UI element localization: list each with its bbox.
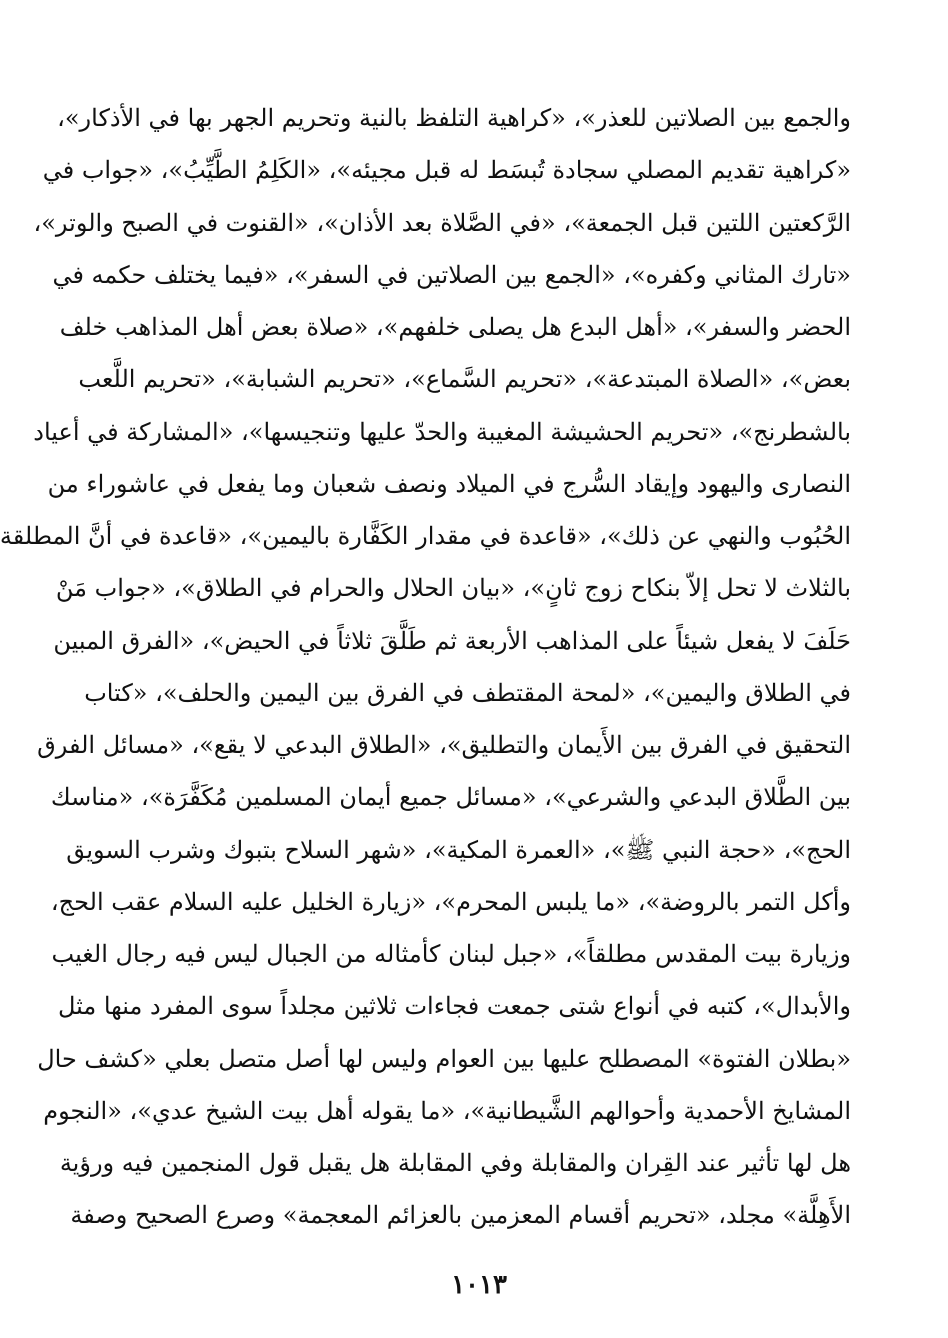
text-line: وزيارة بيت المقدس مطلقاً»، «جبل لبنان كأمثاله من الجبال ليس فيه رجال الغيب xyxy=(51,940,851,968)
page-number: ١٠١٣ xyxy=(451,1270,507,1300)
body-text xyxy=(0,95,851,1245)
text-line: الحج»، «حجة النبي ﷺ»، «العمرة المكية»، «شهر السلاح بتبوك وشرب السويق xyxy=(66,835,851,864)
text-line: «بطلان الفتوة» المصطلح عليها بين العوام وليس لها أصل متصل بعلي «كشف حال xyxy=(37,1044,851,1073)
text-line: المشايخ الأحمدية وأحوالهم الشَّيطانية»، «ما يقوله أهل بيت الشيخ عدي»، «النجوم xyxy=(43,1096,851,1125)
text-line: والجمع بين الصلاتين للعذر»، «كراهية التلفظ بالنية وتحريم الجهر بها في الأذكار»، xyxy=(57,104,851,132)
text-line: بالشطرنج»، «تحريم الحشيشة المغيبة والحدّ عليها وتنجيسها»، «المشاركة في أعياد xyxy=(33,417,851,446)
text-line: التحقيق في الفرق بين الأَيمان والتطليق»، «الطلاق البدعي لا يقع»، «مسائل الفرق xyxy=(37,731,851,759)
text-line: النصارى واليهود وإيقاد السُّرج في الميلاد ونصف شعبان وما يفعل في عاشوراء من xyxy=(47,469,851,498)
text-line: حَلَفَ لا يفعل شيئاً على المذاهب الأربعة ثم طَلَّقَ ثلاثاً في الحيض»، «الفرق المبين xyxy=(53,626,851,655)
text-line: «كراهية تقديم المصلي سجادة تُبسَط له قبل مجيئه»، «الكَلِمُ الطَّيِّبُ»، «جواب في xyxy=(42,156,851,185)
text-line: بالثلاث لا تحل إلاّ بنكاح زوج ثانٍ»، «بيان الحلال والحرام في الطلاق»، «جواب مَنْ xyxy=(55,574,851,603)
text-line: الأَهِلَّة» مجلد، «تحريم أقسام المعزمين بالعزائم المعجمة» وصرع الصحيح وصفة xyxy=(70,1201,851,1230)
text-line: الحضر والسفر»، «أهل البدع هل يصلى خلفهم»، «صلاة بعض أهل المذاهب خلف xyxy=(59,313,851,341)
text-line: الحُبُوب والنهي عن ذلك»، «قاعدة في مقدار الكَفَّارة باليمين»، «قاعدة في أنَّ المطلقة xyxy=(0,522,851,550)
text-line: بعض»، «الصلاة المبتدعة»، «تحريم السَّماع»، «تحريم الشبابة»، «تحريم اللَّعب xyxy=(78,365,851,394)
text-line: والأبدال»، كتبه في أنواع شتى جمعت فجاءات ثلاثين مجلداً سوى المفرد منها مثل xyxy=(57,992,851,1021)
text-line: الرَّكعتين اللتين قبل الجمعة»، «في الصَّلاة بعد الأذان»، «القنوت في الصبح والوتر»، xyxy=(33,208,851,237)
text-line: «تارك المثاني وكفره»، «الجمع بين الصلاتين في السفر»، «فيما يختلف حكمه في xyxy=(52,260,851,289)
text-line: وأكل التمر بالروضة»، «ما يلبس المحرم»، «زيارة الخليل عليه السلام عقب الحج، xyxy=(50,887,851,916)
text-line: في الطلاق واليمين»، «لمحة المقتطف في الفرق بين اليمين والحلف»، «كتاب xyxy=(84,678,851,707)
text-line: بين الطَّلاق البدعي والشرعي»، «مسائل جميع أيمان المسلمين مُكَفَّرَة»، «مناسك xyxy=(50,783,851,812)
text-line: هل لها تأثير عند القِران والمقابلة وفي المقابلة هل يقبل قول المنجمين فيه ورؤية xyxy=(59,1149,851,1177)
